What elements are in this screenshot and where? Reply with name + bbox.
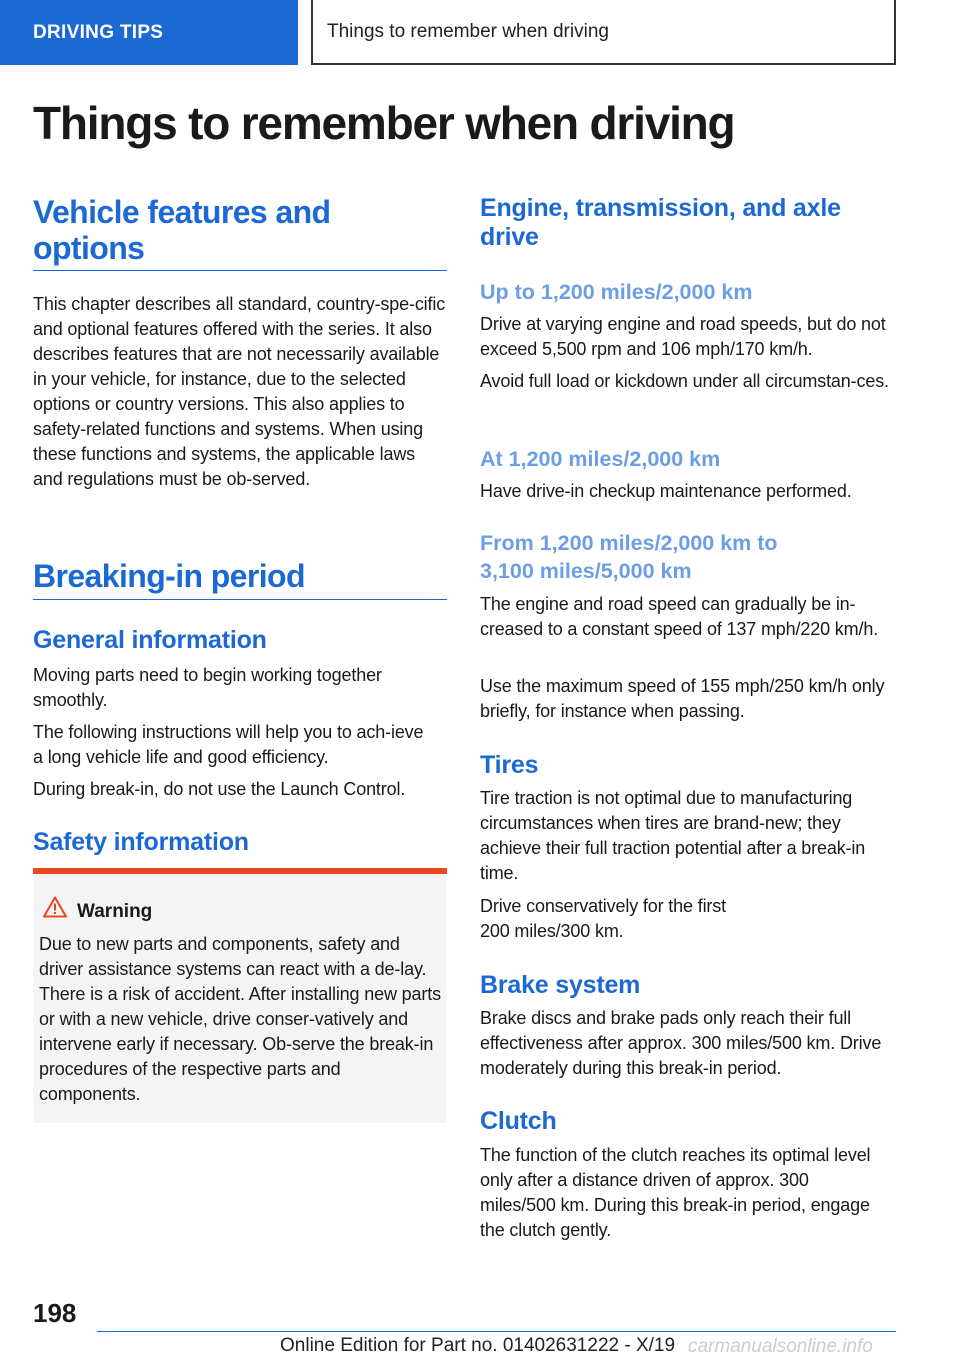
breaking-in-heading: Breaking-in period: [33, 558, 305, 594]
tires-p2: Drive conservatively for the first 200 miles/300 km.: [480, 896, 726, 941]
safety-info-heading: Safety information: [33, 828, 249, 856]
vehicle-features-text: This chapter describes all standard, country-spe-cific and optional features offered with the series. It also describes features that are not necessarily available in your vehicle, for instance, due to the selected options or country versions. This also applies to safety-related functions and systems. When using these functions and systems, the applicable laws and regulations must be ob-served.: [33, 294, 446, 489]
from-p1: The engine and road speed can gradually be in-creased to a constant speed of 137 mph/220 km/h.: [480, 594, 879, 639]
warning-box: [33, 868, 447, 1123]
up-to-p1: Drive at varying engine and road speeds, but do not exceed 5,500 rpm and 106 mph/170 km/h.: [480, 314, 886, 359]
general-info-p3: During break-in, do not use the Launch Control.: [33, 779, 406, 799]
warning-label: Warning: [77, 901, 153, 922]
vehicle-features-heading: Vehicle features and options: [33, 194, 331, 266]
from-p2: Use the maximum speed of 155 mph/250 km/h only briefly, for instance when passing.: [480, 676, 885, 721]
clutch-heading: Clutch: [480, 1107, 557, 1135]
general-info-heading: General information: [33, 626, 267, 654]
brake-system-heading: Brake system: [480, 971, 641, 999]
page-title: Things to remember when driving: [33, 97, 735, 149]
section-tab: DRIVING TIPS: [0, 0, 298, 65]
engine-heading: Engine, transmission, and axle drive: [480, 194, 841, 251]
from-heading-line2: 3,100 miles/5,000 km: [480, 559, 692, 583]
general-info-p2: The following instructions will help you to ach-ieve a long vehicle life and good efficiency.: [33, 722, 424, 767]
up-to-heading: Up to 1,200 miles/2,000 km: [480, 280, 753, 304]
footer-rule: [97, 1331, 896, 1332]
at-heading: At 1,200 miles/2,000 km: [480, 447, 721, 471]
section-rule: [33, 270, 447, 271]
watermark: carmanualsonline.info: [688, 1336, 873, 1357]
general-info-p1: Moving parts need to begin working together smoothly.: [33, 665, 382, 710]
clutch-p1: The function of the clutch reaches its optimal level only after a distance driven of approx. 300 miles/500 km. During this break-in period, engage the clutch gently.: [480, 1145, 871, 1240]
from-heading-line1: From 1,200 miles/2,000 km to: [480, 531, 778, 555]
page-number: 198: [33, 1298, 77, 1328]
section-rule: [33, 599, 447, 600]
tires-p1: Tire traction is not optimal due to manufacturing circumstances when tires are brand-new; they achieve their full traction potential after a break-in time.: [480, 788, 866, 883]
warning-triangle-icon: [43, 896, 67, 918]
tires-heading: Tires: [480, 751, 539, 779]
brake-system-p1: Brake discs and brake pads only reach their full effectiveness after approx. 300 miles/500 km. Drive moderately during this break-in period.: [480, 1008, 882, 1078]
warning-text: Due to new parts and components, safety and driver assistance systems can react with a de-lay. There is a risk of accident. After installing new parts or with a new vehicle, drive conser-vatively and intervene early if necessary. Ob-serve the break-in procedures of the respective parts and components.: [39, 934, 441, 1104]
breadcrumb: Things to remember when driving: [311, 0, 896, 65]
at-p1: Have drive-in checkup maintenance performed.: [480, 481, 852, 501]
footer-edition: Online Edition for Part no. 01402631222 - X/19: [280, 1335, 676, 1356]
up-to-p2: Avoid full load or kickdown under all circumstan-ces.: [480, 371, 889, 391]
